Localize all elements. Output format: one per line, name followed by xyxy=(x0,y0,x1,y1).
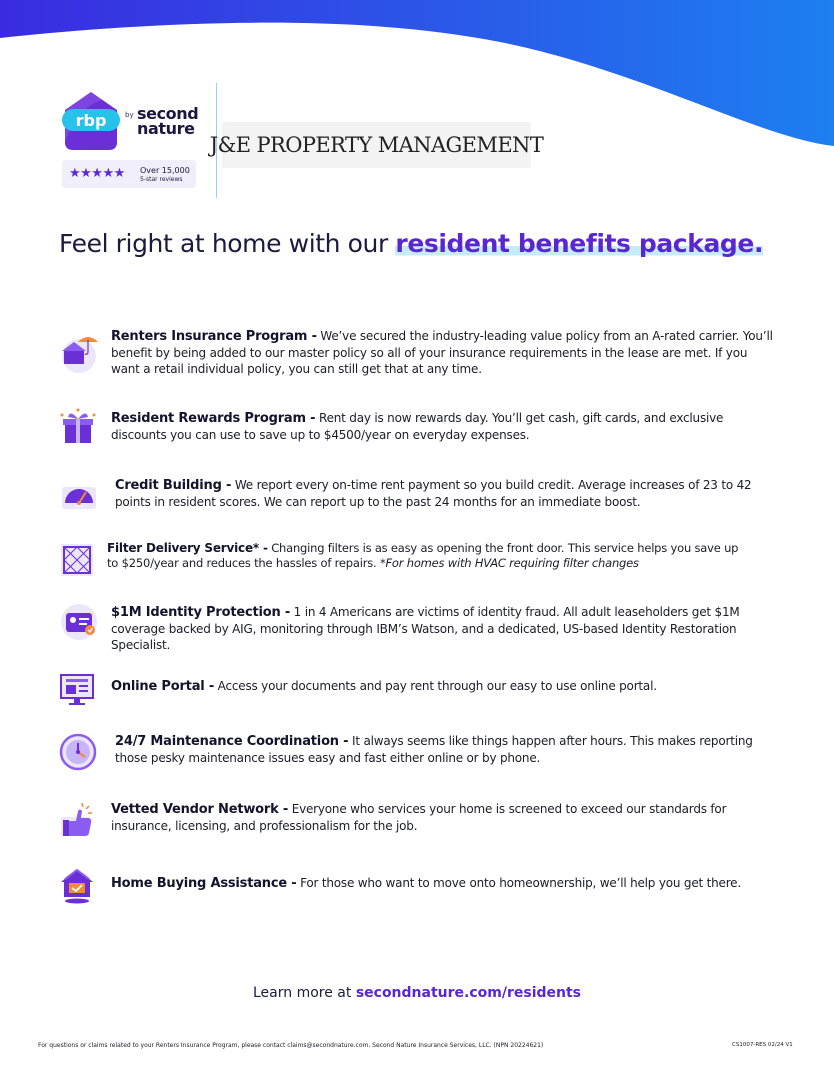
computer-monitor-icon xyxy=(57,669,97,709)
reviews-count: Over 15,000 xyxy=(140,166,190,175)
benefit-title: Credit Building - xyxy=(115,478,232,493)
benefit-text xyxy=(111,678,771,695)
svg-text:***: *** xyxy=(75,505,83,511)
house-check-icon xyxy=(57,865,97,905)
star-rating-icon: ★★★★★ xyxy=(69,166,125,181)
reviews-label: 5-star reviews xyxy=(140,176,183,183)
residents-link[interactable]: secondnature.com/residents xyxy=(355,985,581,1001)
rbp-logo-icon xyxy=(62,90,120,152)
benefit-text xyxy=(107,541,747,571)
benefit-text xyxy=(115,733,765,766)
benefit-text xyxy=(111,410,761,443)
benefit-text xyxy=(111,604,779,653)
gift-icon xyxy=(58,407,98,447)
benefit-text xyxy=(115,477,780,510)
credit-gauge-icon xyxy=(59,473,99,513)
page-headline xyxy=(59,229,819,258)
benefit-description: Everyone who services your home is screened to exceed our standards for insurance, licensing, and professionalism for the job. xyxy=(111,802,727,833)
benefit-title: $1M Identity Protection - xyxy=(111,605,291,620)
benefit-title: Filter Delivery Service* - xyxy=(107,541,268,555)
learn-more-cta xyxy=(0,985,834,1001)
benefit-description: It always seems like things happen after hours. This makes reporting those pesky maintenance issues easy and fast either online or by phone. xyxy=(115,734,753,765)
wordmark-nature: nature xyxy=(137,119,195,138)
benefit-text xyxy=(111,328,776,377)
benefit-description: For those who want to move onto homeownership, we’ll help you get there. xyxy=(296,876,741,890)
benefit-description: Changing filters is as easy as opening the front door. This service helps you save up to $250/year and reduces the hassles of repairs. xyxy=(107,541,739,570)
headline-prefix: Feel right at home with our xyxy=(59,229,396,258)
benefit-description: We report every on-time rent payment so you build credit. Average increases of 23 to 42 points in resident scores. We can report up to the past 24 months for an immediate boost. xyxy=(115,478,752,509)
benefit-description: We’ve secured the industry-leading value policy from an A-rated carrier. You’ll benefit by being added to our master policy so all of your insurance requirements in the lease are met. If you want a retail individual policy, you can still get that at any time. xyxy=(111,329,773,376)
benefit-title: 24/7 Maintenance Coordination - xyxy=(115,734,349,749)
reviews-text xyxy=(140,167,190,184)
benefit-title: Home Buying Assistance - xyxy=(111,876,297,891)
wordmark-second: second xyxy=(137,104,199,123)
umbrella-home-icon xyxy=(59,334,99,374)
benefit-description: Access your documents and pay rent through our easy to use online portal. xyxy=(214,679,657,693)
benefit-footnote: *For homes with HVAC requiring filter changes xyxy=(379,556,639,570)
benefit-title: Resident Rewards Program - xyxy=(111,411,316,426)
headline-highlight: resident benefits package. xyxy=(395,229,764,258)
property-manager-name: J&E PROPERTY MANAGEMENT xyxy=(209,133,544,157)
benefit-description: Rent day is now rewards day. You’ll get cash, gift cards, and exclusive discounts you can use to save up to $4500/year on everyday expenses. xyxy=(111,411,724,442)
footer-document-code: CS1007-RES 02/24 V1 xyxy=(732,1042,793,1048)
id-card-icon xyxy=(59,602,99,642)
logo-by-text: by xyxy=(125,111,134,119)
thumbs-up-icon xyxy=(57,800,97,840)
footer-disclaimer: For questions or claims related to your Renters Insurance Program, please contact claims@secondnature.com. Second Nature Insurance Services, LLC. (NPN 20224621) xyxy=(38,1042,544,1049)
learn-more-prefix: Learn more at xyxy=(253,985,356,1001)
benefit-title: Renters Insurance Program - xyxy=(111,329,317,344)
benefit-title: Online Portal - xyxy=(111,679,215,694)
benefit-description: 1 in 4 Americans are victims of identity fraud. All adult leaseholders get $1M coverage backed by AIG, monitoring through IBM’s Watson, and a dedicated, US-based Identity Restoration Specialist. xyxy=(111,605,740,652)
benefit-title: Vetted Vendor Network - xyxy=(111,802,289,817)
benefit-text xyxy=(111,801,751,834)
property-manager-logo xyxy=(209,122,544,168)
reviews-badge xyxy=(62,160,196,188)
air-filter-icon xyxy=(57,540,97,580)
rbp-logo-text: rbp xyxy=(75,111,107,130)
benefit-text xyxy=(111,875,771,892)
second-nature-wordmark xyxy=(137,106,198,136)
clock-icon xyxy=(58,732,98,772)
